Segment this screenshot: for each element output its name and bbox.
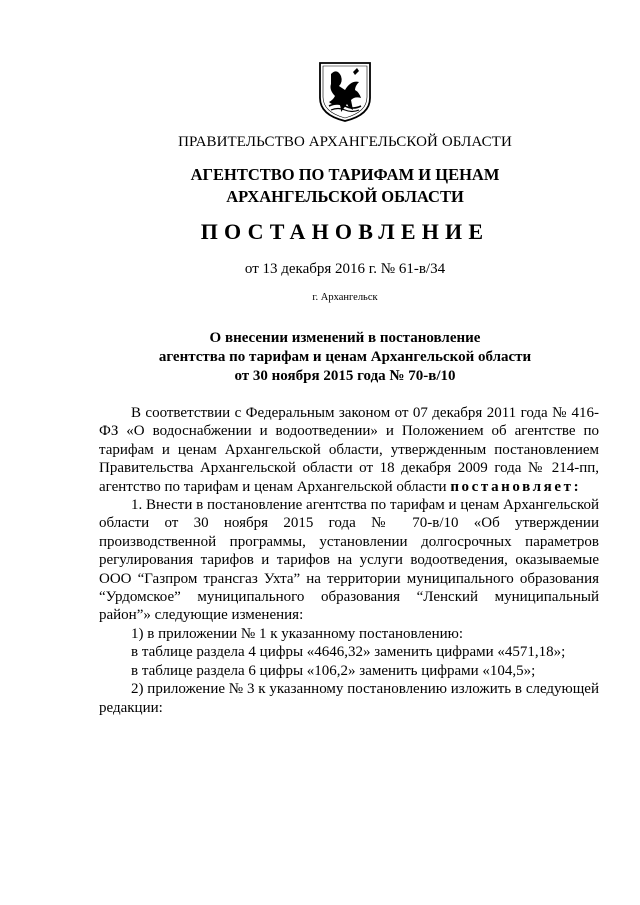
subject-line2: агентства по тарифам и ценам Архангельской области — [158, 349, 532, 365]
document-subject — [0, 329, 640, 386]
date-and-number: от 13 декабря 2016 г. № 61-в/34 — [244, 261, 446, 277]
document-type: ПОСТАНОВЛЕНИЕ — [200, 219, 490, 244]
agency-name-line1: АГЕНТСТВО ПО ТАРИФАМ И ЦЕНАМ — [190, 165, 500, 184]
sub-item-1-paragraph: 1) в приложении № 1 к указанному постановлению: — [131, 625, 463, 642]
preamble-paragraph — [99, 404, 599, 496]
sub-item-1b-paragraph: в таблице раздела 6 цифры «106,2» заменить цифрами «104,5»; — [131, 662, 536, 679]
city: г. Архангельск — [312, 292, 378, 303]
agency-name — [0, 164, 640, 208]
preamble-text: В соответствии с Федеральным законом от 07 декабря 2011 года № 416-ФЗ «О водоснабжении и водоотведении» и Положением об агентстве по тарифам и ценам Архангельской области, утвержденным постановлением Правительства Архангельской области от 18 декабря 2009 года № 214-пп, агентство по тарифам и ценам Архангельской области — [99, 405, 599, 495]
agency-name-line2: АРХАНГЕЛЬСКОЙ ОБЛАСТИ — [226, 187, 464, 206]
sub-item-2-paragraph: 2) приложение № 3 к указанному постановлению изложить в следующей редакции: — [99, 681, 599, 716]
subject-line1: О внесении изменений в постановление — [209, 330, 481, 346]
sub-item-1a-paragraph: в таблице раздела 4 цифры «4646,32» заменить цифрами «4571,18»; — [131, 644, 566, 661]
resolves-keyword: постановляет: — [450, 478, 582, 495]
coat-of-arms-icon — [317, 60, 373, 123]
document-body — [99, 404, 599, 717]
item-1-paragraph: 1. Внести в постановление агентства по тарифам и ценам Архангельской области от 30 ноября 2015 года № 70-в/10 «Об утверждении производственной программы, установлении долгосрочных параметров регулирования тарифов и тарифов на услуги водоотведения, оказываемые ООО “Газпром трансгаз Ухта” на территории муниципального образования “Урдомское” муниципального образования “Ленский муниципальный район”» следующие изменения: — [99, 497, 599, 624]
government-name: ПРАВИТЕЛЬСТВО АРХАНГЕЛЬСКОЙ ОБЛАСТИ — [178, 134, 512, 150]
subject-line3: от 30 ноября 2015 года № 70-в/10 — [234, 368, 456, 384]
